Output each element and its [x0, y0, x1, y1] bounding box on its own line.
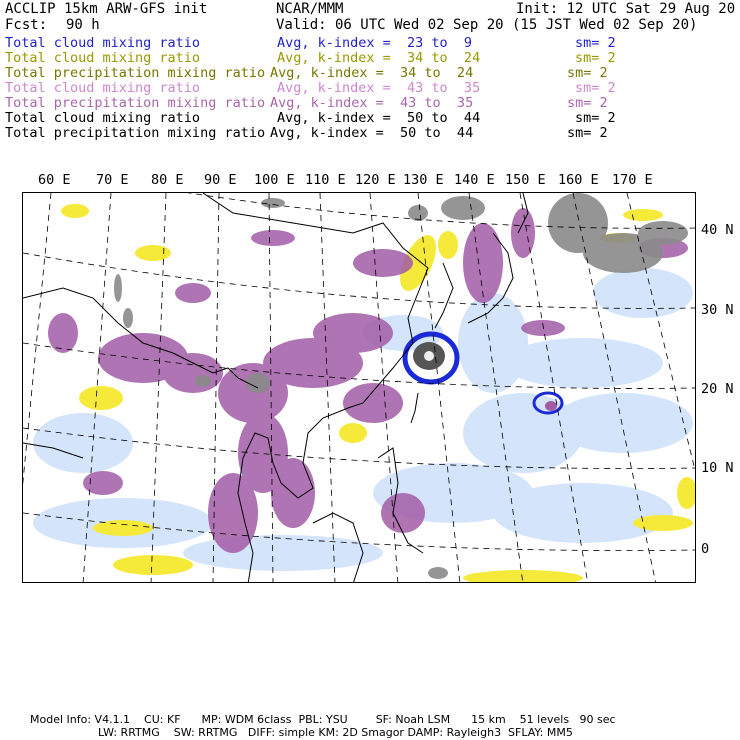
legend-field: Total cloud mixing ratio [5, 35, 201, 51]
lon-label: 100 E [254, 172, 295, 188]
legend-field: Total precipitation mixing ratio [5, 125, 266, 141]
legend-k-index: Avg, k-index = 50 to 44 [277, 110, 481, 126]
map-canvas [23, 193, 696, 583]
lat-label: 20 N [701, 381, 734, 397]
legend-smoothing: sm= 2 [575, 110, 616, 126]
forecast-hour: 90 h [66, 17, 100, 33]
legend-field: Total precipitation mixing ratio [5, 95, 266, 111]
legend-field: Total cloud mixing ratio [5, 80, 201, 96]
model-title: ACCLIP 15km ARW-GFS init [5, 1, 208, 17]
legend-smoothing: sm= 2 [567, 95, 608, 111]
legend-k-index: Avg, k-index = 43 to 35 [277, 80, 481, 96]
legend-smoothing: sm= 2 [567, 65, 608, 81]
organization-label: NCAR/MMM [276, 1, 344, 17]
legend-row [5, 96, 735, 111]
lon-label: 170 E [612, 172, 653, 188]
lon-label: 140 E [454, 172, 495, 188]
lon-label: 120 E [355, 172, 396, 188]
footer-physics-info: LW: RRTMG SW: RRTMG DIFF: simple KM: 2D Smagor DAMP: Rayleigh3 SFLAY: MM5 [98, 726, 573, 739]
lon-label: 90 E [204, 172, 237, 188]
legend-row [5, 66, 735, 81]
legend-k-index: Avg, k-index = 34 to 24 [270, 65, 474, 81]
legend-row [5, 111, 735, 126]
legend-field: Total cloud mixing ratio [5, 50, 201, 66]
lat-label: 30 N [701, 302, 734, 318]
lon-label: 60 E [38, 172, 71, 188]
legend-field: Total precipitation mixing ratio [5, 65, 266, 81]
legend-smoothing: sm= 2 [575, 80, 616, 96]
lon-label: 150 E [505, 172, 546, 188]
legend-smoothing: sm= 2 [575, 35, 616, 51]
legend-k-index: Avg, k-index = 34 to 24 [277, 50, 481, 66]
legend-field: Total cloud mixing ratio [5, 110, 201, 126]
legend-row [5, 126, 735, 141]
lon-label: 160 E [558, 172, 599, 188]
legend-k-index: Avg, k-index = 43 to 35 [270, 95, 474, 111]
forecast-label: Fcst: [5, 17, 48, 33]
legend-smoothing: sm= 2 [567, 125, 608, 141]
lon-label: 130 E [403, 172, 444, 188]
valid-time: Valid: 06 UTC Wed 02 Sep 20 (15 JST Wed 02 Sep 20) [276, 17, 698, 33]
lon-label: 110 E [305, 172, 346, 188]
legend-row [5, 51, 735, 66]
legend-k-index: Avg, k-index = 50 to 44 [270, 125, 474, 141]
legend-row [5, 36, 735, 51]
lat-label: 0 [701, 541, 710, 557]
map-panel [22, 192, 696, 583]
legend-k-index: Avg, k-index = 23 to 9 [277, 35, 473, 51]
lat-label: 10 N [701, 460, 734, 476]
legend-smoothing: sm= 2 [575, 50, 616, 66]
footer-model-info: Model Info: V4.1.1 CU: KF MP: WDM 6class PBL: YSU SF: Noah LSM 15 km 51 levels 90 sec [30, 713, 616, 726]
lon-label: 80 E [151, 172, 184, 188]
init-time: Init: 12 UTC Sat 29 Aug 20 [516, 1, 736, 17]
lon-label: 70 E [96, 172, 129, 188]
legend-row [5, 81, 735, 96]
lat-label: 40 N [701, 222, 734, 238]
